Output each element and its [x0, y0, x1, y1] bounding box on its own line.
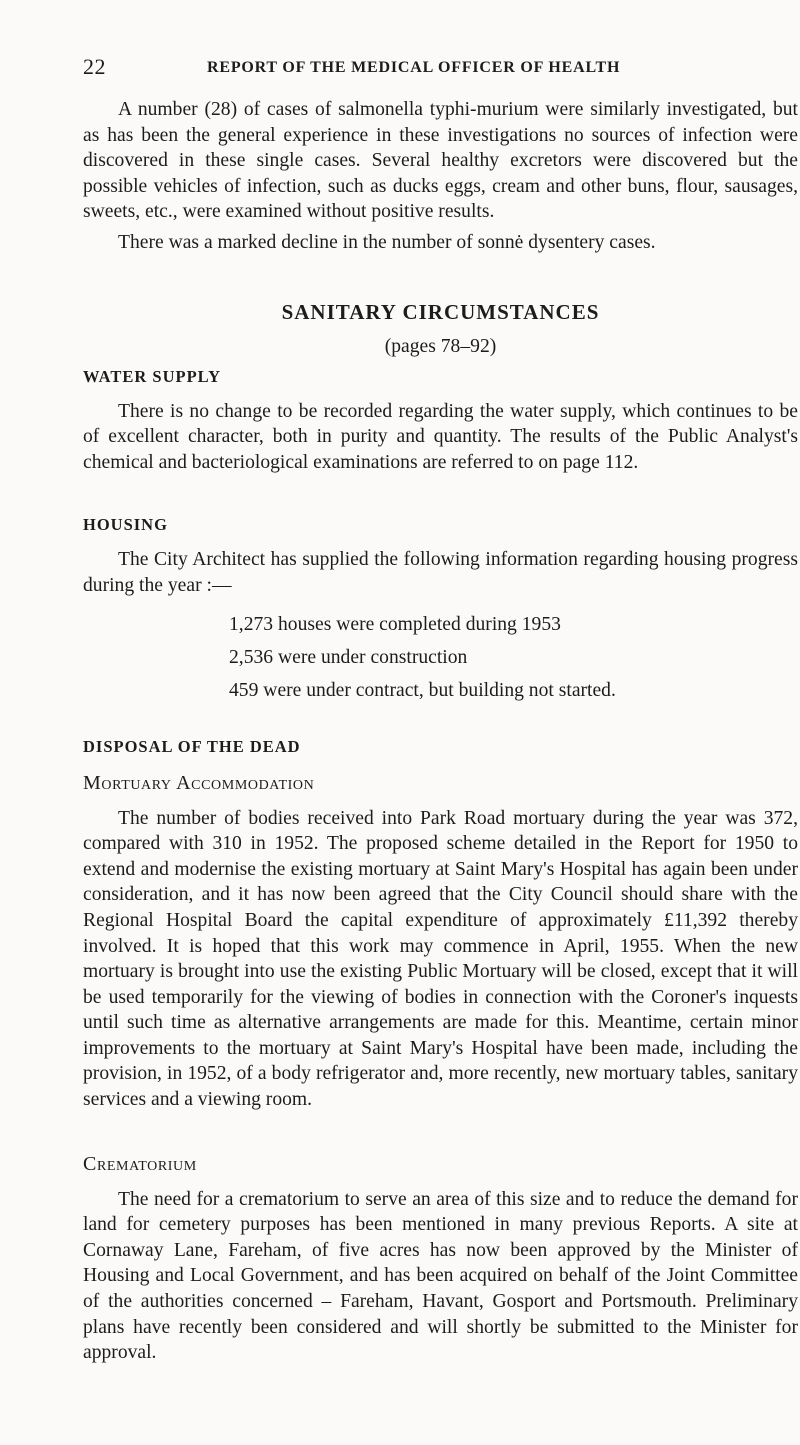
housing-progress-list	[83, 612, 798, 703]
housing-paragraph: The City Architect has supplied the following information regarding housing progress during the year :—	[83, 549, 798, 596]
crematorium-heading: Crematorium	[83, 1152, 197, 1175]
water-supply-heading: WATER SUPPLY	[83, 366, 222, 386]
housing-heading: HOUSING	[83, 515, 168, 535]
crematorium-paragraph: The need for a crematorium to serve an area of this size and to reduce the demand for land for cemetery purposes has been mentioned in many previous Reports. A site at Cornaway Lane, Fareham, of five acres has now been approved by the Minister of Housing and Local Government, and has been acquired on behalf of the Joint Committee of the authorities concerned – Fareham, Havant, Gosport and Portsmouth. Preliminary plans have recently been considered and will shortly be submitted to the Minister for approval.	[83, 1188, 798, 1364]
mortuary-paragraph: The number of bodies received into Park Road mortuary during the year was 372, compared with 310 in 1952. The proposed scheme detailed in the Report for 1950 to extend and modernise the existing mortuary at Saint Mary's Hospital has again been under consideration, and it has now been agreed that the City Council should share with the Regional Hospital Board the capital expenditure of approximately £11,392 thereby involved. It is hoped that this work may commence in April, 1955. When the new mortuary is brought into use the existing Public Mortuary will be closed, except that it will be used temporarily for the viewing of bodies in connection with the Coroner's inquests until such time as alternative arrangements are made for this. Meantime, certain minor improvements to the mortuary at Saint Mary's Hospital have been made, including the provision, in 1952, of a body refrigerator and, more recently, new mortuary tables, sanitary services and a viewing room.	[83, 807, 798, 1111]
list-item: 459 were under contract, but building not started.	[229, 679, 616, 701]
list-item: 2,536 were under construction	[229, 646, 468, 668]
water-supply-paragraph: There is no change to be recorded regarding the water supply, which continues to be of excellent character, both in purity and quantity. The results of the Public Analyst's chemical and bacteriological examinations are referred to on page 112.	[83, 400, 798, 473]
running-header-title: REPORT OF THE MEDICAL OFFICER OF HEALTH	[207, 59, 621, 76]
mortuary-accommodation-heading: Mortuary Accommodation	[83, 771, 315, 794]
dysentery-paragraph: There was a marked decline in the number of sonnė dysentery cases.	[118, 231, 656, 253]
sanitary-circumstances-title: SANITARY CIRCUMSTANCES	[281, 299, 600, 324]
list-item: 1,273 houses were completed during 1953	[229, 613, 561, 635]
running-header	[83, 50, 798, 80]
sanitary-pages-reference: (pages 78–92)	[384, 335, 497, 357]
page-number: 22	[83, 54, 106, 79]
salmonella-paragraph: A number (28) of cases of salmonella typhi-murium were similarly investigated, but as has been the general experience in these investigations no sources of infection were discovered in these single cases. Several healthy excretors were discovered but the possible vehicles of infection, such as ducks eggs, cream and other buns, flour, sausages, sweets, etc., were examined without positive results.	[83, 99, 798, 223]
report-page	[83, 50, 798, 1366]
disposal-of-dead-heading: DISPOSAL OF THE DEAD	[83, 736, 301, 756]
